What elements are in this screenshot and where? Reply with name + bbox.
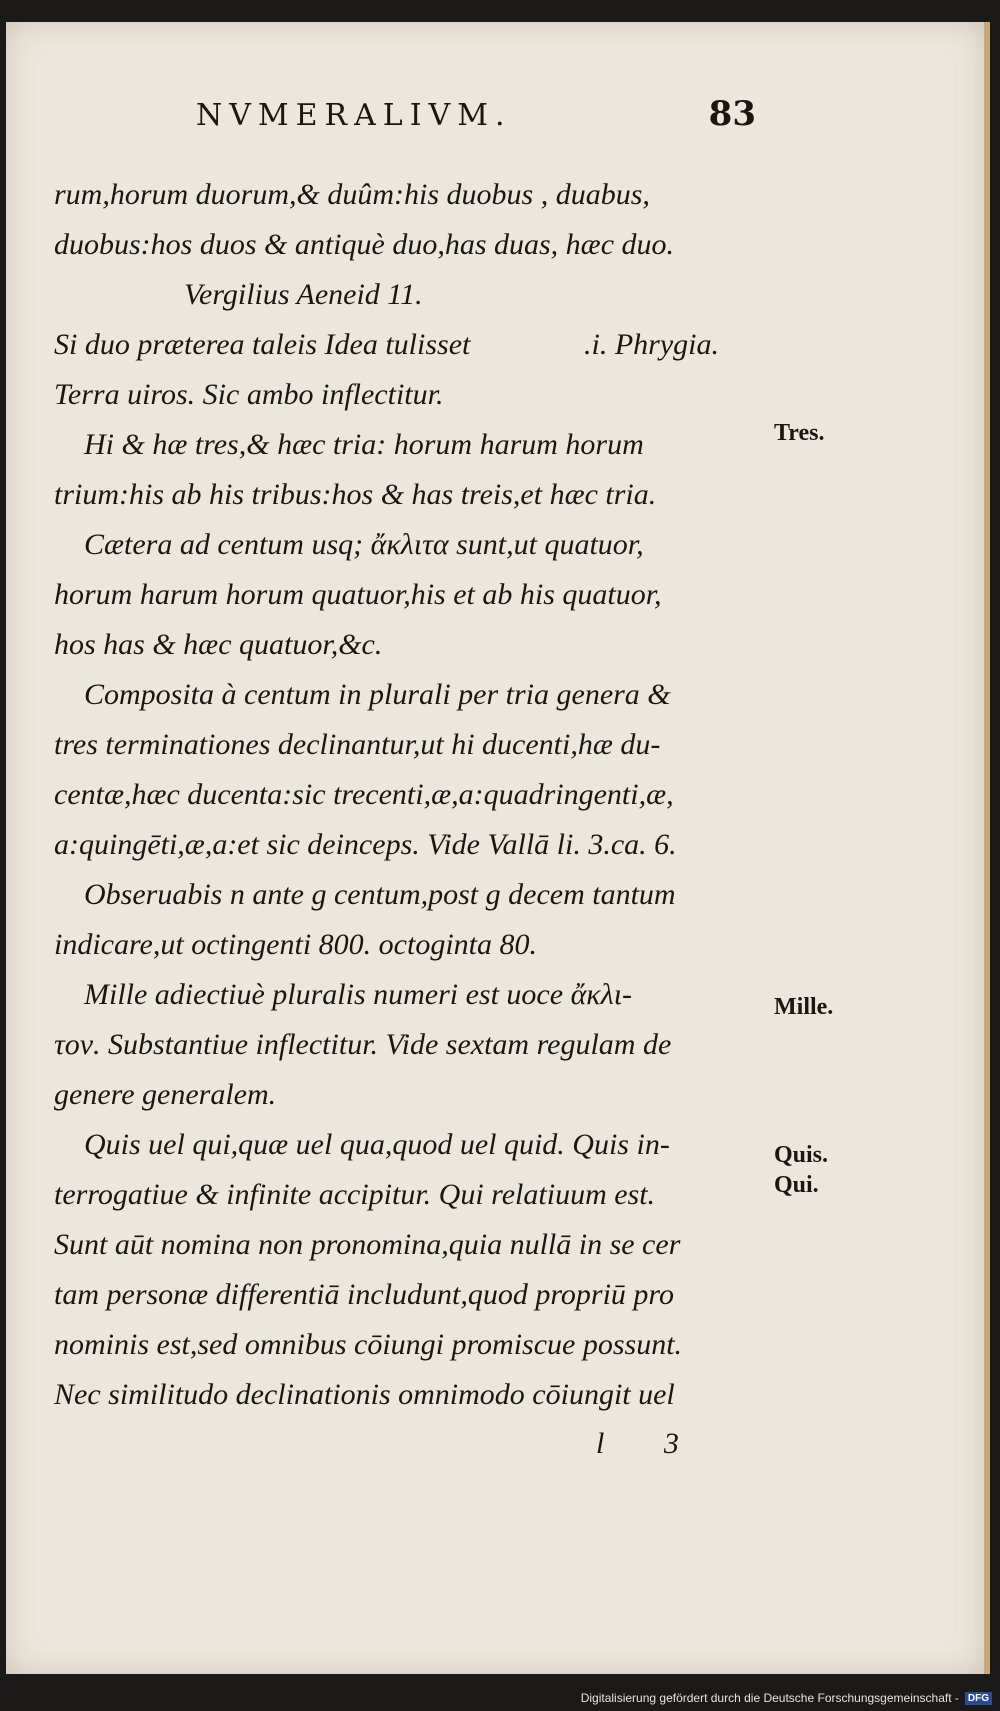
text-line: horum harum horum quatuor,his et ab his quatuor, (54, 578, 662, 611)
text-line: Sunt aūt nomina non pronomina,quia nullā in se cer (54, 1228, 681, 1261)
text-line: duobus:hos duos & antiquè duo,has duas, hæc duo. (54, 228, 675, 261)
text-line: trium:his ab his tribus:hos & has treis,et hæc tria. (54, 478, 657, 511)
text-line: Mille adiectiuè pluralis numeri est uoce ἄκλι- (84, 978, 633, 1011)
catchword: l 3 (596, 1427, 705, 1460)
body-text (54, 170, 774, 1420)
text-line: Quis uel qui,quæ uel qua,quod uel quid. Quis in- (84, 1128, 670, 1161)
verse-line (54, 320, 774, 370)
text-line: rum,horum duorum,& duûm:his duobus , duabus, (54, 178, 650, 211)
margin-note-mille: Mille. (774, 994, 834, 1020)
margin-note-qui: Qui. (774, 1172, 819, 1198)
citation-line: Vergilius Aeneid 11. (184, 278, 423, 311)
text-line: indicare,ut octingenti 800. octoginta 80. (54, 928, 537, 961)
book-page (6, 22, 990, 1674)
verse-line: Terra uiros. Sic ambo inflectitur. (54, 378, 444, 411)
text-line: tam personæ differentiā includunt,quod propriū pro (54, 1278, 674, 1311)
text-line: nominis est,sed omnibus cōiungi promiscue possunt. (54, 1328, 683, 1361)
verse-text: Si duo præterea taleis Idea tulisset (54, 328, 471, 361)
page-number: 83 (708, 94, 756, 134)
inline-gloss: .i. Phrygia. (584, 328, 719, 361)
text-line: a:quingēti,æ,a:et sic deinceps. Vide Vallā li. 3.ca. 6. (54, 828, 677, 861)
footer-text: Digitalisierung gefördert durch die Deutsche Forschungsgemeinschaft - (580, 1691, 959, 1705)
text-line: hos has & hæc quatuor,&c. (54, 628, 383, 661)
text-line: centæ,hæc ducenta:sic trecenti,æ,a:quadringenti,æ, (54, 778, 674, 811)
dfg-logo-icon: DFG (965, 1692, 992, 1705)
text-line: Cætera ad centum usq; ἄκλιτα sunt,ut quatuor, (84, 528, 644, 561)
margin-note-quis: Quis. (774, 1142, 829, 1168)
page-header (196, 94, 756, 134)
text-line: Composita à centum in plurali per tria genera & (84, 678, 671, 711)
digitization-footer (581, 1691, 992, 1705)
text-line: τον. Substantiue inflectitur. Vide sextam regulam de (54, 1028, 672, 1061)
text-line: genere generalem. (54, 1078, 277, 1111)
text-line: tres terminationes declinantur,ut hi ducenti,hæ du- (54, 728, 661, 761)
text-line: Obseruabis n ante g centum,post g decem tantum (84, 878, 676, 911)
text-line: terrogatiue & infinite accipitur. Qui relatiuum est. (54, 1178, 656, 1211)
text-line: Nec similitudo declinationis omnimodo cōiungit uel (54, 1378, 675, 1411)
text-line: Hi & hæ tres,& hæc tria: horum harum horum (84, 428, 644, 461)
running-title: NVMERALIVM. (196, 98, 512, 133)
margin-note-tres: Tres. (774, 420, 825, 446)
